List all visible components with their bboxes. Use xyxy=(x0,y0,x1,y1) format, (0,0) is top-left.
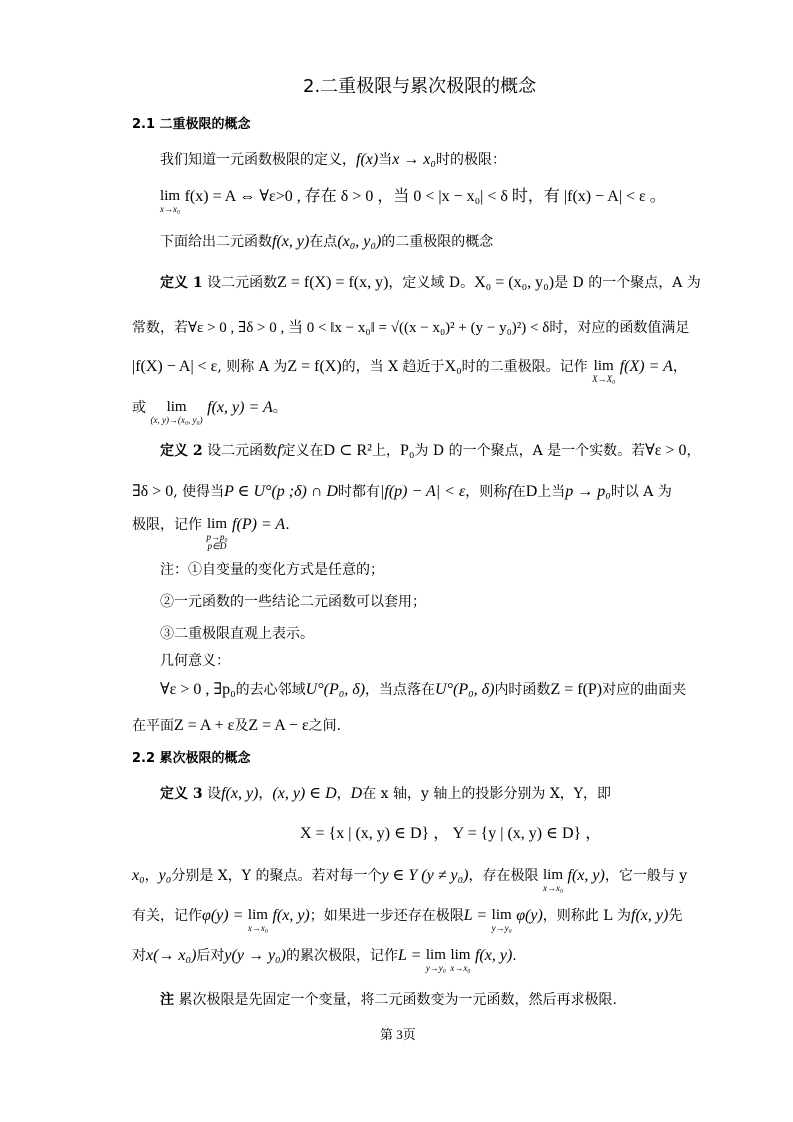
math: D xyxy=(525,483,538,500)
math: f(x, y) xyxy=(474,947,513,964)
geometric-meaning-line-2 xyxy=(132,716,341,736)
text: 在 xyxy=(511,484,526,500)
math: f(P) = A xyxy=(232,516,286,533)
text: 之间. xyxy=(308,718,342,734)
geometric-meaning-label: 几何意义： xyxy=(160,653,230,669)
text: ；如果进一步还存在极限 xyxy=(309,908,464,924)
math: f(x, y) xyxy=(631,907,669,924)
text: 常数，若 xyxy=(132,320,188,336)
text: ， xyxy=(686,443,701,459)
definition-2-line-3 xyxy=(132,515,290,551)
text: 有关，记作 xyxy=(132,908,202,924)
lim-subscript-2: p∈D xyxy=(207,541,227,551)
limit-operator xyxy=(206,515,227,551)
text: ，当点落在 xyxy=(365,682,436,698)
lim-word: lim xyxy=(160,188,181,204)
lim-subscript: x→x₀ xyxy=(247,923,268,933)
definition-label: 定义 2 xyxy=(160,443,203,459)
math: X₀ xyxy=(444,358,462,375)
math: P₀ xyxy=(399,442,415,459)
math: f(x) = A ⇔ ∀ε>0 , 存在 δ > 0 ，当 0 < |x − x₀| < δ 时，有 |f(x) − A| < ε 。 xyxy=(184,188,666,205)
math: (x₀, y₀) xyxy=(337,233,382,250)
text: 分别是 X，Y 的聚点。若对每一个 xyxy=(171,868,382,884)
math: f(x) xyxy=(356,151,379,168)
text: 设二元函数 xyxy=(207,275,278,291)
geometric-meaning-line-1 xyxy=(160,680,686,700)
math: ∀ε > 0 , ∃δ > 0 , 当 0 < ‖x − x₀‖ = √((x − x₀)² + (y − y₀)²) < δ xyxy=(188,320,550,336)
text: 的去心邻域 xyxy=(235,682,306,698)
definition-1-line-3 xyxy=(132,357,687,384)
text: 先 xyxy=(668,908,683,924)
lim-word: lim xyxy=(491,907,512,923)
text: . xyxy=(512,948,517,964)
text: 在平面 xyxy=(132,718,174,734)
text: ， xyxy=(336,786,351,802)
math: Z = f(P) xyxy=(550,681,603,698)
math: ∀ε > 0 xyxy=(645,442,687,459)
text: ，存在极限 xyxy=(468,868,539,884)
text: 设 xyxy=(207,786,222,802)
text: 为 D 的一个聚点，A 是一个实数。若 xyxy=(414,443,646,459)
math: φ(y) = xyxy=(202,907,244,924)
definition-3-line-4 xyxy=(132,946,517,973)
math: f(x, y) xyxy=(221,785,259,802)
math: (x, y) ∈ D xyxy=(272,785,337,802)
math: Z = f(X) xyxy=(287,358,342,375)
math: f xyxy=(277,442,282,459)
math: f(x, y) = A xyxy=(207,399,273,416)
text: 上当 xyxy=(537,484,566,500)
math: x → x₀ xyxy=(392,151,436,168)
text: ，定义域 D。 xyxy=(388,275,475,291)
page-number: 第 3页 xyxy=(380,1027,416,1042)
text: 下面给出二元函数 xyxy=(160,234,272,250)
text: 在 x 轴，y 轴上的投影分别为 X，Y，即 xyxy=(362,786,612,802)
limit-operator xyxy=(150,398,202,425)
math: y(y → y₀) xyxy=(224,947,286,964)
definition-3-line-1 xyxy=(160,784,611,804)
math: ∀ε > 0 , ∃p₀ xyxy=(160,681,236,698)
text: 及 xyxy=(234,718,249,734)
text: 对 xyxy=(132,948,146,964)
definition-label: 定义 3 xyxy=(160,786,203,802)
text: 时都有 xyxy=(337,484,380,500)
lim-subscript: p→p₀ xyxy=(206,532,228,542)
section-heading-2-2: 2.2 累次极限的概念 xyxy=(132,751,251,766)
text: 时以 A 为 xyxy=(610,484,672,500)
math: L = xyxy=(463,907,488,924)
note-3: ③二重极限直观上表示。 xyxy=(160,626,314,642)
text: 定义在 xyxy=(281,443,324,459)
definition-1-line-4 xyxy=(132,398,287,425)
section-heading-2-1: 2.1 二重极限的概念 xyxy=(132,117,251,132)
lim-subscript: x→x₀ xyxy=(542,883,564,893)
math: x(→ x₀) xyxy=(146,947,197,964)
page-title: 2.二重极限与累次极限的概念 xyxy=(303,76,537,97)
text: 当 xyxy=(378,152,393,168)
limit-operator xyxy=(426,946,446,973)
math: x₀ xyxy=(132,867,145,884)
math: f(x, y) xyxy=(272,233,310,250)
math: D xyxy=(350,785,363,802)
math: Z = A − ε xyxy=(248,717,309,734)
definition-1-line-2 xyxy=(132,318,689,338)
limit-operator xyxy=(160,187,180,214)
text: ，则称此 L 为 xyxy=(542,908,631,924)
lim-word: lim xyxy=(425,947,446,963)
text: ，则称 xyxy=(465,484,508,500)
math: p → p₀ xyxy=(565,483,611,500)
math: X = {x | (x, y) ∈ D} ， Y = {y | (x, y) ∈ D} ， xyxy=(300,825,602,842)
text: 设二元函数 xyxy=(207,443,278,459)
text: 的累次极限，记作 xyxy=(285,948,398,964)
limit-operator xyxy=(492,906,512,933)
note-1: 注：①自变量的变化方式是任意的； xyxy=(160,562,384,578)
text: 是 D 的一个聚点，A 为 xyxy=(554,275,701,291)
note-label: 注 xyxy=(160,992,174,1008)
text: 我们知道一元函数极限的定义， xyxy=(160,152,356,168)
lim-subscript: X→X₀ xyxy=(592,374,616,384)
lim-word: lim xyxy=(247,907,268,923)
text: 时，对应的函数值满足 xyxy=(549,320,690,336)
math: f(x, y) xyxy=(272,907,310,924)
math: U°(P₀, δ) xyxy=(435,681,495,698)
definition-2-line-2 xyxy=(132,482,672,502)
math: φ(y) xyxy=(516,907,543,924)
math: |f(X) − A| < ε xyxy=(132,358,218,375)
lim-word: lim xyxy=(166,399,187,415)
math: y ∈ Y (y ≠ y₀) xyxy=(381,867,469,884)
final-note xyxy=(160,990,617,1010)
lim-word: lim xyxy=(593,358,614,374)
intro-paragraph xyxy=(160,150,506,170)
text: 时的极限： xyxy=(435,152,506,168)
text: 在点 xyxy=(309,234,338,250)
lim-subscript: y→y₀ xyxy=(425,963,446,973)
text: 或 xyxy=(132,400,146,416)
lim-word: lim xyxy=(450,947,471,963)
lim-subscript: x→x₀ xyxy=(450,963,471,973)
lim-subscript: x→x₀ xyxy=(160,204,181,214)
limit-operator xyxy=(248,906,268,933)
text: 上， xyxy=(371,443,400,459)
math: f xyxy=(507,483,512,500)
definition-label: 定义 1 xyxy=(160,275,203,291)
math: f(x, y) xyxy=(567,867,605,884)
lim-subscript: y→y₀ xyxy=(491,923,512,933)
text: . xyxy=(285,517,290,533)
limit-operator xyxy=(543,866,563,893)
two-variable-intro xyxy=(160,232,493,252)
math: X₀ = (x₀, y₀) xyxy=(474,274,555,291)
text: ， xyxy=(258,786,273,802)
definition-2-line-1 xyxy=(160,441,701,461)
math: y₀ xyxy=(158,867,172,884)
definition-3-line-3 xyxy=(132,906,682,933)
math: Z = f(X) = f(x, y) xyxy=(277,274,389,291)
math: |f(p) − A| < ε xyxy=(379,483,466,500)
note-2: ②一元函数的一些结论二元函数可以套用； xyxy=(160,594,426,610)
text: 内时函数 xyxy=(494,682,551,698)
limit-operator xyxy=(450,946,470,973)
math: Z = A + ε xyxy=(174,717,235,734)
math: ∃δ > 0 xyxy=(132,483,174,500)
math: P ∈ U°(p ;δ) ∩ D xyxy=(224,483,338,500)
text: ， xyxy=(144,868,159,884)
math: D ⊂ R² xyxy=(323,442,372,459)
limit-operator xyxy=(592,357,615,384)
text: 后对 xyxy=(196,948,225,964)
definition-3-line-2 xyxy=(132,866,687,893)
lim-subscript: (x, y)→(x₀, y₀) xyxy=(150,415,203,425)
math: L = xyxy=(397,947,422,964)
text: ， xyxy=(672,359,687,375)
lim-word: lim xyxy=(543,867,564,883)
text: 累次极限是先固定一个变量，将二元函数变为一元函数，然后再求极限. xyxy=(178,992,617,1008)
math: f(X) = A xyxy=(619,358,673,375)
projection-sets-equation xyxy=(300,824,601,844)
definition-1-line-1 xyxy=(160,273,701,293)
math: U°(P₀, δ) xyxy=(305,681,366,698)
text: 时的二重极限。记作 xyxy=(461,359,588,375)
text: 。 xyxy=(272,400,287,416)
text: 极限，记作 xyxy=(132,517,202,533)
one-variable-limit-definition xyxy=(160,187,666,214)
text: 的二重极限的概念 xyxy=(381,234,494,250)
lim-word: lim xyxy=(207,516,228,532)
text: 对应的曲面夹 xyxy=(602,682,687,698)
text: , 使得当 xyxy=(173,484,225,500)
text: , 则称 A 为 xyxy=(217,359,288,375)
text: 的，当 X 趋近于 xyxy=(341,359,445,375)
text: ，它一般与 y xyxy=(604,868,688,884)
